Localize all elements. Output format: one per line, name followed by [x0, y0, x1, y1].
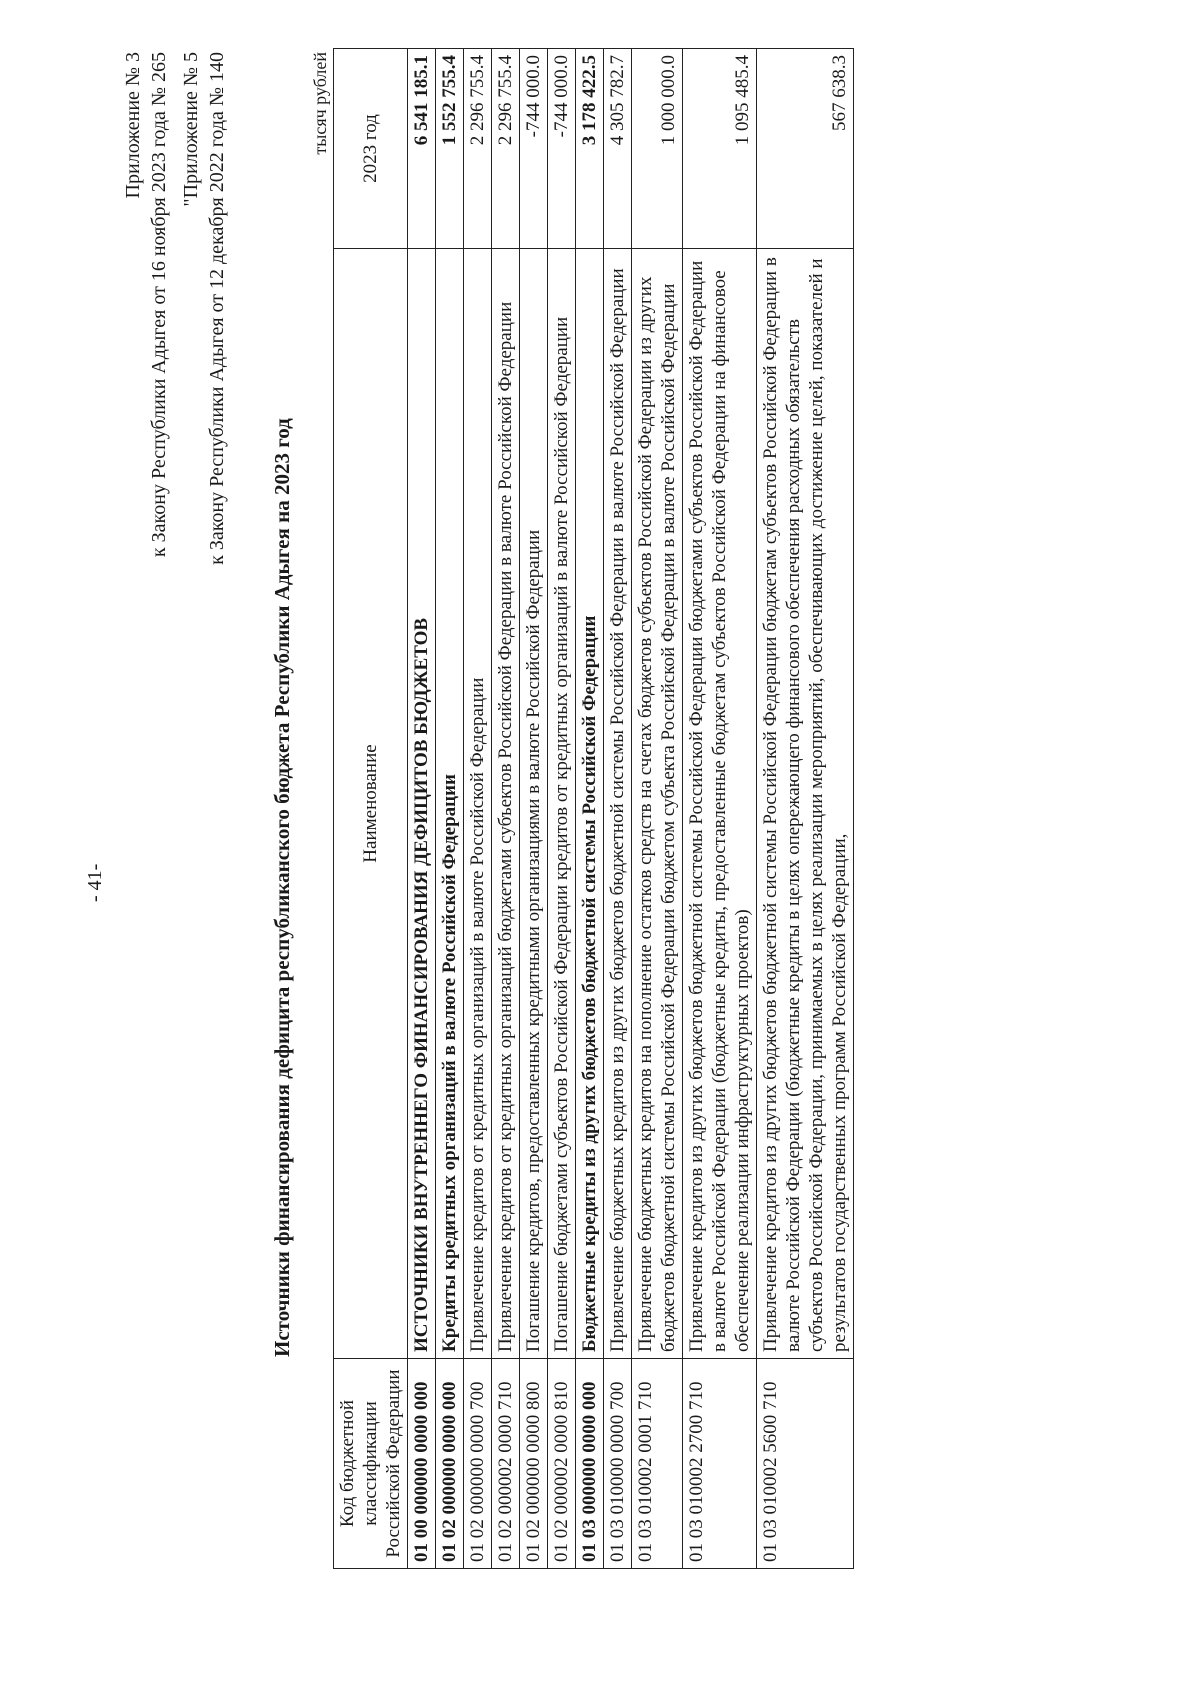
name-column-header: Наименование	[334, 249, 408, 1359]
amount-cell: 2 296 755.4	[464, 49, 492, 249]
amount-cell: 1 095 485.4	[683, 49, 757, 249]
code-cell: 01 02 000000 0000 700	[464, 1359, 492, 1569]
table-row	[757, 49, 854, 1569]
code-cell: 01 03 010000 0000 700	[604, 1359, 632, 1569]
code-cell: 01 03 010002 5600 710	[757, 1359, 854, 1569]
name-cell: Привлечение бюджетных кредитов на пополнение остатков средств на счетах бюджетов субъектов Российской Федерации из других бюджетов бюджетной системы Российской Федерации бюджетом субъекта Российской Федерации в валюте Российской Федерации	[632, 249, 683, 1359]
amount-column-header: 2023 год	[334, 49, 408, 249]
amount-cell: -744 000.0	[520, 49, 548, 249]
name-cell: ИСТОЧНИКИ ВНУТРЕННЕГО ФИНАНСИРОВАНИЯ ДЕФИЦИТОВ БЮДЖЕТОВ	[408, 249, 436, 1359]
name-cell: Привлечение бюджетных кредитов из других бюджетов бюджетной системы Российской Федерации в валюте Российской Федерации	[604, 249, 632, 1359]
code-cell: 01 02 000002 0000 710	[492, 1359, 520, 1569]
code-cell: 01 00 000000 0000 000	[408, 1359, 436, 1569]
law-reference: к Закону Республики Адыгея от 16 ноября 2023 года № 265	[148, 52, 170, 558]
amount-cell: -744 000.0	[548, 49, 576, 249]
table-row	[464, 49, 492, 1569]
page-number: - 41-	[84, 863, 106, 902]
table-body	[408, 49, 854, 1569]
table-row	[492, 49, 520, 1569]
table-row	[576, 49, 604, 1569]
amount-cell: 1 552 755.4	[436, 49, 464, 249]
table-row	[632, 49, 683, 1569]
document-title: Источники финансирования дефицита республиканского бюджета Республики Адыгея на 2023 год	[270, 418, 294, 1357]
name-cell: Привлечение кредитов из других бюджетов бюджетной системы Российской Федерации бюджетами субъектов Российской Федерации в валюте Российской Федерации (бюджетные кредиты, предоставленные бюджетам субъектов Российской Федерации на финансовое обеспечение реализации инфраструктурных проектов)	[683, 249, 757, 1359]
appendix-reference-original	[178, 52, 230, 565]
amount-cell: 4 305 782.7	[604, 49, 632, 249]
name-cell: Погашение кредитов, предоставленных кредитными организациями в валюте Российской Федерации	[520, 249, 548, 1359]
table-row	[408, 49, 436, 1569]
table-header-row	[334, 49, 408, 1569]
table-row	[436, 49, 464, 1569]
table-row	[683, 49, 757, 1569]
name-cell: Погашение бюджетами субъектов Российской Федерации кредитов от кредитных организаций в валюте Российской Федерации	[548, 249, 576, 1359]
name-cell: Привлечение кредитов из других бюджетов бюджетной системы Российской Федерации бюджетам субъектов Российской Федерации в валюте Российской Федерации (бюджетные кредиты в целях опережающего финансового обеспечения расходных обязательств субъектов Российской Федерации, принимаемых в целях реализации мероприятий, обеспечивающих достижение целей, показателей и результатов государственных программ Российской Федерации,	[757, 249, 854, 1359]
appendix-reference-current	[120, 52, 172, 557]
table-row	[604, 49, 632, 1569]
law-reference: к Закону Республики Адыгея от 12 декабря 2022 года № 140	[206, 52, 228, 565]
table-row	[520, 49, 548, 1569]
name-cell: Бюджетные кредиты из других бюджетов бюджетной системы Российской Федерации	[576, 249, 604, 1359]
amount-cell: 2 296 755.4	[492, 49, 520, 249]
amount-cell: 6 541 185.1	[408, 49, 436, 249]
code-cell: 01 03 010002 2700 710	[683, 1359, 757, 1569]
code-column-header: Код бюджетной классификации Российской Федерации	[334, 1359, 408, 1569]
code-cell: 01 02 000000 0000 000	[436, 1359, 464, 1569]
name-cell: Кредиты кредитных организаций в валюте Российской Федерации	[436, 249, 464, 1359]
code-cell: 01 02 000002 0000 810	[548, 1359, 576, 1569]
name-cell: Привлечение кредитов от кредитных организаций бюджетами субъектов Российской Федерации в валюте Российской Федерации	[492, 249, 520, 1359]
amount-cell: 1 000 000.0	[632, 49, 683, 249]
units-label: тысяч рублей	[310, 52, 330, 155]
amount-cell: 567 638.3	[757, 49, 854, 249]
financing-sources-table	[333, 48, 854, 1569]
table-row	[548, 49, 576, 1569]
amount-cell: 3 178 422.5	[576, 49, 604, 249]
appendix-number: "Приложение № 5	[180, 52, 202, 207]
code-cell: 01 02 000000 0000 800	[520, 1359, 548, 1569]
code-cell: 01 03 000000 0000 000	[576, 1359, 604, 1569]
appendix-number: Приложение № 3	[122, 52, 144, 199]
name-cell: Привлечение кредитов от кредитных организаций в валюте Российской Федерации	[464, 249, 492, 1359]
code-cell: 01 03 010002 0001 710	[632, 1359, 683, 1569]
